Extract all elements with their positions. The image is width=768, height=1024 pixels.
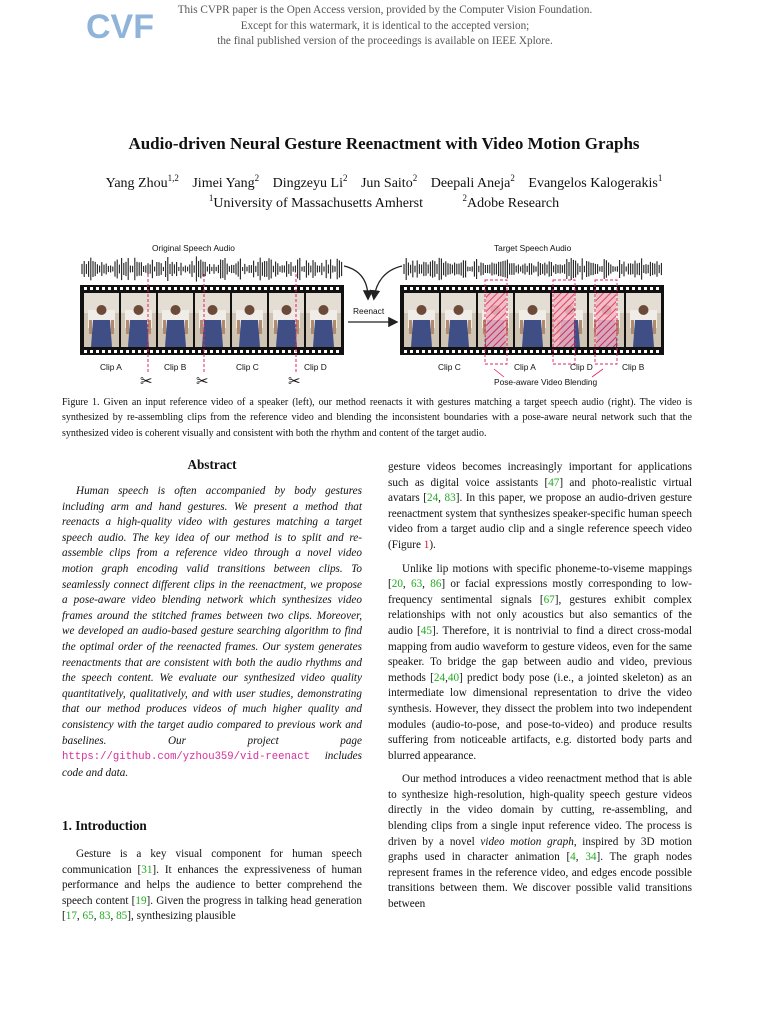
citation-link[interactable]: 20 — [391, 578, 403, 591]
sprocket-hole — [470, 287, 473, 290]
right-clip-label: Clip D — [570, 362, 593, 372]
blending-label: Pose-aware Video Blending — [494, 377, 598, 387]
left-filmstrip — [80, 285, 344, 355]
sprocket-hole — [626, 350, 629, 353]
sprocket-hole — [542, 350, 545, 353]
sprocket-hole — [404, 350, 407, 353]
sprocket-hole — [252, 287, 255, 290]
sprocket-hole — [324, 287, 327, 290]
sprocket-hole — [84, 287, 87, 290]
sprocket-hole — [590, 287, 593, 290]
cvpr-watermark — [150, 3, 620, 50]
sprocket-hole — [222, 350, 225, 353]
sprocket-hole — [500, 287, 503, 290]
citation-link[interactable]: 63 — [410, 578, 423, 591]
sprocket-hole — [452, 287, 455, 290]
sprocket-hole — [452, 350, 455, 353]
sprocket-hole — [596, 350, 599, 353]
target-audio-label: Target Speech Audio — [494, 243, 572, 253]
sprocket-hole — [638, 287, 641, 290]
sprocket-hole — [410, 287, 413, 290]
citation-link[interactable]: 24 — [426, 492, 439, 505]
sprocket-hole — [264, 350, 267, 353]
sprocket-hole — [324, 350, 327, 353]
sprocket-hole — [288, 287, 291, 290]
reenact-label: Reenact — [353, 306, 385, 316]
sprocket-hole — [410, 350, 413, 353]
sprocket-hole — [318, 350, 321, 353]
sprocket-hole — [512, 350, 515, 353]
sprocket-hole — [440, 350, 443, 353]
sprocket-hole — [132, 287, 135, 290]
sprocket-hole — [252, 350, 255, 353]
video-frame — [306, 293, 341, 347]
citation-link[interactable]: 24 — [433, 671, 446, 684]
citation-link[interactable]: 17 — [65, 910, 77, 923]
video-frame — [121, 293, 156, 347]
sprocket-hole — [90, 350, 93, 353]
sprocket-hole — [524, 350, 527, 353]
sprocket-hole — [336, 287, 339, 290]
sprocket-hole — [108, 350, 111, 353]
figure-ref-link[interactable]: 1 — [423, 538, 430, 551]
sprocket-hole — [404, 287, 407, 290]
sprocket-hole — [638, 350, 641, 353]
citation-link[interactable]: 47 — [548, 476, 560, 489]
sprocket-hole — [608, 287, 611, 290]
sprocket-hole — [96, 350, 99, 353]
sprocket-hole — [258, 287, 261, 290]
citation-link[interactable]: 40 — [447, 671, 460, 684]
sprocket-hole — [620, 287, 623, 290]
sprocket-hole — [234, 287, 237, 290]
citation-link[interactable]: 45 — [420, 624, 432, 637]
sprocket-hole — [90, 287, 93, 290]
sprocket-hole — [416, 350, 419, 353]
sprocket-hole — [150, 287, 153, 290]
watermark-line: the final published version of the proceedings is available on IEEE Xplore. — [217, 35, 553, 47]
sprocket-hole — [422, 287, 425, 290]
sprocket-hole — [222, 287, 225, 290]
sprocket-hole — [590, 350, 593, 353]
sprocket-hole — [132, 350, 135, 353]
sprocket-hole — [446, 287, 449, 290]
scissors-icon: ✂ — [196, 372, 209, 390]
sprocket-hole — [216, 287, 219, 290]
sprocket-hole — [126, 350, 129, 353]
sprocket-hole — [470, 350, 473, 353]
video-frame — [515, 293, 550, 347]
paper-title: Audio-driven Neural Gesture Reenactment with Video Motion Graphs — [128, 134, 640, 153]
sprocket-hole — [644, 287, 647, 290]
video-frame — [158, 293, 193, 347]
sprocket-hole — [246, 350, 249, 353]
sprocket-hole — [506, 287, 509, 290]
reenact-curve-arrow — [374, 266, 402, 298]
sprocket-hole — [300, 287, 303, 290]
abstract-heading: Abstract — [187, 457, 237, 472]
sprocket-hole — [138, 287, 141, 290]
sprocket-hole — [584, 287, 587, 290]
sprocket-hole — [246, 287, 249, 290]
sprocket-hole — [518, 287, 521, 290]
cvf-logo-text: CVF — [86, 8, 154, 46]
author: Evangelos Kalogerakis$^1$ — [528, 173, 663, 191]
sprocket-hole — [422, 350, 425, 353]
original-audio-label: Original Speech Audio — [152, 243, 235, 253]
sprocket-hole — [120, 287, 123, 290]
citation-link[interactable]: 31 — [141, 863, 153, 876]
sprocket-hole — [512, 287, 515, 290]
sprocket-hole — [554, 287, 557, 290]
sprocket-hole — [234, 350, 237, 353]
video-frame — [404, 293, 439, 347]
sprocket-hole — [102, 287, 105, 290]
sprocket-hole — [264, 287, 267, 290]
sprocket-hole — [84, 350, 87, 353]
sprocket-hole — [446, 350, 449, 353]
sprocket-hole — [488, 350, 491, 353]
sprocket-hole — [144, 287, 147, 290]
target-waveform — [404, 258, 661, 280]
figure-1 — [76, 240, 692, 390]
sprocket-hole — [114, 287, 117, 290]
sprocket-hole — [240, 287, 243, 290]
sprocket-hole — [168, 350, 171, 353]
sprocket-hole — [126, 287, 129, 290]
author: Jimei Yang$^2$ — [192, 173, 260, 191]
sprocket-hole — [312, 287, 315, 290]
author: Dingzeyu Li$^2$ — [272, 173, 348, 191]
sprocket-hole — [282, 287, 285, 290]
sprocket-hole — [210, 287, 213, 290]
sprocket-hole — [174, 350, 177, 353]
video-frame — [84, 293, 119, 347]
blend-region — [554, 293, 574, 347]
sprocket-hole — [186, 350, 189, 353]
sprocket-hole — [500, 350, 503, 353]
sprocket-hole — [536, 287, 539, 290]
citation-link[interactable]: 85 — [116, 910, 128, 923]
sprocket-hole — [312, 350, 315, 353]
watermark-line: Except for this watermark, it is identical to the accepted version; — [240, 19, 530, 32]
sprocket-hole — [632, 287, 635, 290]
sprocket-hole — [330, 287, 333, 290]
reenact-curve-arrow — [344, 266, 368, 298]
left-clip-label: Clip C — [236, 362, 259, 372]
sprocket-hole — [458, 350, 461, 353]
sprocket-hole — [656, 287, 659, 290]
sprocket-hole — [192, 287, 195, 290]
project-url-link[interactable]: https://github.com/yzhou359/vid-reenact — [62, 751, 310, 764]
sprocket-hole — [602, 287, 605, 290]
sprocket-hole — [560, 350, 563, 353]
author-list — [0, 174, 768, 194]
citation-link[interactable]: 34 — [585, 851, 597, 864]
sprocket-hole — [542, 287, 545, 290]
cvf-logo — [84, 6, 154, 46]
sprocket-hole — [276, 287, 279, 290]
sprocket-hole — [506, 350, 509, 353]
sprocket-hole — [578, 350, 581, 353]
sprocket-hole — [560, 287, 563, 290]
blend-pointer — [592, 369, 603, 377]
sprocket-hole — [464, 287, 467, 290]
citation-link[interactable]: 86 — [430, 578, 442, 591]
sprocket-hole — [180, 287, 183, 290]
sprocket-hole — [434, 287, 437, 290]
sprocket-hole — [608, 350, 611, 353]
scissors-icon: ✂ — [288, 372, 301, 390]
sprocket-hole — [548, 287, 551, 290]
sprocket-hole — [240, 350, 243, 353]
sprocket-hole — [282, 350, 285, 353]
sprocket-hole — [494, 350, 497, 353]
sprocket-hole — [192, 350, 195, 353]
sprocket-hole — [270, 287, 273, 290]
sprocket-hole — [300, 350, 303, 353]
watermark-line: This CVPR paper is the Open Access version, provided by the Computer Vision Foundation. — [177, 4, 593, 16]
sprocket-hole — [336, 350, 339, 353]
author: Deepali Aneja$^2$ — [430, 173, 515, 191]
author: Jun Saito$^2$ — [360, 173, 418, 191]
sprocket-hole — [458, 287, 461, 290]
author: Yang Zhou$^{1,2}$ — [105, 173, 179, 191]
sprocket-hole — [144, 350, 147, 353]
sprocket-hole — [644, 350, 647, 353]
citation-link[interactable]: 83 — [99, 910, 111, 923]
sprocket-hole — [428, 350, 431, 353]
sprocket-hole — [168, 287, 171, 290]
video-frame — [195, 293, 230, 347]
sprocket-hole — [428, 287, 431, 290]
sprocket-hole — [306, 350, 309, 353]
sprocket-hole — [186, 287, 189, 290]
left-clip-label: Clip D — [304, 362, 327, 372]
sprocket-hole — [536, 350, 539, 353]
sprocket-hole — [620, 350, 623, 353]
sprocket-hole — [476, 287, 479, 290]
sprocket-hole — [530, 350, 533, 353]
sprocket-hole — [554, 350, 557, 353]
sprocket-hole — [656, 350, 659, 353]
sprocket-hole — [174, 287, 177, 290]
sprocket-hole — [626, 287, 629, 290]
sprocket-hole — [530, 287, 533, 290]
right-column: gesture videos becomes increasingly important for applications such as digital voice assistants [47] and photo-realistic virtual avatars [24, 83]. In this paper, we propose an audio-driven gesture reenactment system that synthesizes speaker-specific human speech video from a target audio clip and a single reference speech video (Figure 1). Unlike lip motions with specific phoneme-to-viseme mappings [20, 63, 86] or facial expressions mostly corresponding to low-frequency sentimental signals [67], gestures exhibit complex relationships with not only acoustics but also semantics of the audio [45]. Therefore, it is nontrivial to find a direct cross-modal mapping from audio waveform to gesture videos, even for the same speaker. To bridge the gap between audio and video, previous methods [24,40] predict body pose (i.e., a jointed skeleton) as an intermediate low dimensional representation to drive the video synthesis. However, they dissect the problem into two independent modules (audio-to-pose, and pose-to-video) and produce results suffering from noticeable artifacts, e.g. distorted body parts and blurred appearance. Our method introduces a video reenactment method that is able to synthesize high-resolution, high-quality speech gesture videos directly in the video domain by cutting, re-assembling, and blending clips from a single input reference video. The process is driven by a novel video motion graph, inspired by 3D motion graphs used in character animation [4, 34]. The graph nodes represent frames in the reference video, and edges encode possible transitions between them. We discover possible valid transitions between — [388, 461, 693, 911]
sprocket-hole — [434, 350, 437, 353]
intro-heading: 1. Introduction — [62, 818, 147, 833]
sprocket-hole — [150, 350, 153, 353]
sprocket-hole — [258, 350, 261, 353]
sprocket-hole — [162, 287, 165, 290]
video-frame — [232, 293, 267, 347]
sprocket-hole — [518, 350, 521, 353]
blend-region — [486, 293, 506, 347]
right-clip-label: Clip C — [438, 362, 461, 372]
sprocket-hole — [476, 350, 479, 353]
right-filmstrip — [400, 285, 664, 355]
sprocket-hole — [288, 350, 291, 353]
sprocket-hole — [156, 287, 159, 290]
scissors-icon: ✂ — [140, 372, 153, 390]
sprocket-hole — [578, 287, 581, 290]
affiliation: $^1$University of Massachusetts Amherst — [208, 193, 423, 211]
sprocket-hole — [120, 350, 123, 353]
affiliations — [0, 194, 768, 214]
sprocket-hole — [216, 350, 219, 353]
sprocket-hole — [270, 350, 273, 353]
blend-pointer — [494, 369, 504, 377]
sprocket-hole — [596, 287, 599, 290]
sprocket-hole — [198, 350, 201, 353]
left-clip-label: Clip A — [100, 362, 122, 372]
sprocket-hole — [114, 350, 117, 353]
right-clip-label: Clip A — [514, 362, 536, 372]
abstract-body: Human speech is often accompanied by body gestures including arm and hand gestures. We present a method that reenacts a high-quality video with gestures matching a target speech audio. The key idea of our method is to split and re-assemble clips from a reference video through a novel video motion graph encoding valid transitions between clips. To seamlessly connect different clips in the reenactment, we propose a pose-aware video blending network which synthesizes video frames around the stitched frames between two clips. Moreover, we developed an audio-based gesture searching algorithm to find the optimal order of the reenacted frames. Our system generates reenactments that are consistent with both the audio rhythms and the speech content. We evaluate our synthesized video quality quantitatively, qualitatively, and with user studies, demonstrating that our method produces videos of much higher quality and consistency with the target audio compared to previous work and baselines. Our project page https://github.com/yzhou359/vid-reenact includes code and data. — [62, 485, 362, 779]
citation-link[interactable]: 19 — [135, 894, 147, 907]
sprocket-hole — [102, 350, 105, 353]
sprocket-hole — [464, 350, 467, 353]
sprocket-hole — [566, 350, 569, 353]
affiliation: $^2$Adobe Research — [462, 193, 560, 211]
figure-caption: Figure 1. Given an input reference video of a speaker (left), our method reenacts it with gestures matching a target speech audio (right). The video is synthesized by re-assembling clips from the reference video and blending the inconsistent boundaries with a pose-aware neural network such that the synthesized video is coherent visually and consistent with both the rhythm and content of the target audio. — [62, 397, 692, 439]
sprocket-hole — [318, 287, 321, 290]
video-frame — [441, 293, 476, 347]
sprocket-hole — [306, 287, 309, 290]
sprocket-hole — [138, 350, 141, 353]
sprocket-hole — [156, 350, 159, 353]
sprocket-hole — [632, 350, 635, 353]
sprocket-hole — [416, 287, 419, 290]
sprocket-hole — [488, 287, 491, 290]
sprocket-hole — [524, 287, 527, 290]
original-waveform — [82, 256, 342, 281]
sprocket-hole — [276, 350, 279, 353]
intro-body: Gesture is a key visual component for human speech communication [31]. It enhances the expressiveness of human performance and helps the audience to better comprehend the speech content [19]. Given the progress in talking head generation [17, 65, 83, 85], synthesizing plausible — [62, 848, 362, 923]
sprocket-hole — [180, 350, 183, 353]
sprocket-hole — [330, 350, 333, 353]
sprocket-hole — [440, 287, 443, 290]
sprocket-hole — [228, 287, 231, 290]
sprocket-hole — [566, 287, 569, 290]
sprocket-hole — [650, 350, 653, 353]
citation-link[interactable]: 67 — [543, 593, 555, 606]
citation-link[interactable]: 65 — [82, 910, 94, 923]
sprocket-hole — [96, 287, 99, 290]
right-clip-label: Clip B — [622, 362, 645, 372]
sprocket-hole — [198, 287, 201, 290]
sprocket-hole — [602, 350, 605, 353]
left-clip-label: Clip B — [164, 362, 187, 372]
sprocket-hole — [584, 350, 587, 353]
sprocket-hole — [162, 350, 165, 353]
sprocket-hole — [108, 287, 111, 290]
citation-link[interactable]: 4 — [570, 851, 576, 864]
sprocket-hole — [494, 287, 497, 290]
video-frame — [269, 293, 304, 347]
sprocket-hole — [548, 350, 551, 353]
citation-link[interactable]: 83 — [444, 492, 456, 505]
sprocket-hole — [650, 287, 653, 290]
sprocket-hole — [228, 350, 231, 353]
blend-region — [596, 293, 616, 347]
video-frame — [626, 293, 661, 347]
sprocket-hole — [210, 350, 213, 353]
